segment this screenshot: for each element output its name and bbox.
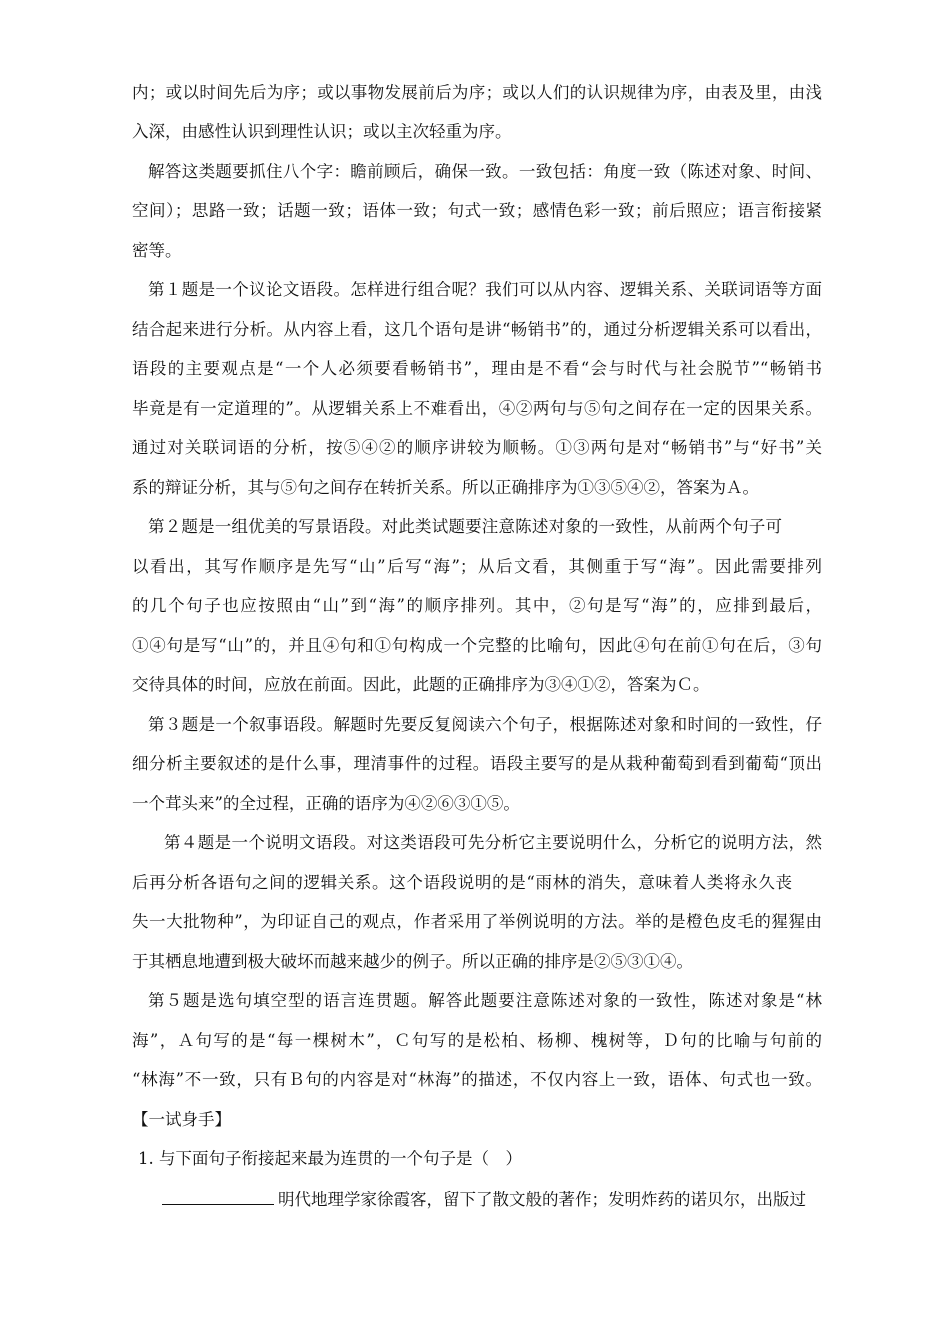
paragraph-line: 密等。 [132, 241, 182, 260]
paragraph-line: 第３题是一个叙事语段。解题时先要反复阅读六个句子，根据陈述对象和时间的一致性，仔 [148, 715, 822, 734]
paragraph-line: 解答这类题要抓住八个字：瞻前顾后，确保一致。一致包括：角度一致（陈述对象、时间、 [148, 162, 822, 181]
paragraph-line: ①④句是写“山”的，并且④句和①句构成一个完整的比喻句，因此④句在前①句在后，③句 [132, 636, 822, 655]
paragraph-line: 以看出，其写作顺序是先写“山”后写“海”；从后文看，其侧重于写“海”。因此需要排列 [132, 557, 822, 576]
paragraph-line: 空间）；思路一致；话题一致；语体一致；句式一致；感情色彩一致；前后照应；语言衔接紧 [132, 201, 822, 220]
paragraph-line: 内；或以时间先后为序；或以事物发展前后为序；或以人们的认识规律为序，由表及里，由浅 [132, 83, 822, 102]
paragraph-line: 入深，由感性认识到理性认识；或以主次轻重为序。 [132, 122, 512, 141]
paragraph-line: 系的辩证分析，其与⑤句之间存在转折关系。所以正确排序为①③⑤④②，答案为Ａ。 [132, 478, 759, 497]
paragraph-line: 的几个句子也应按照由“山”到“海”的顺序排列。其中，②句是写“海”的，应排到最后， [132, 596, 822, 615]
question-passage-text: 明代地理学家徐霞客，留下了散文般的著作；发明炸药的诺贝尔，出版过 [278, 1190, 806, 1209]
paragraph-line: 毕竟是有一定道理的”。从逻辑关系上不难看出，④②两句与⑤句之间存在一定的因果关系。 [132, 399, 822, 418]
paragraph-line: 结合起来进行分析。从内容上看，这几个语句是讲“畅销书”的，通过分析逻辑关系可以看出， [132, 320, 822, 339]
paragraph-line: 通过对关联词语的分析，按⑤④②的顺序讲较为顺畅。①③两句是对“畅销书”与“好书”关 [132, 438, 822, 457]
paragraph-line: 第５题是选句填空型的语言连贯题。解答此题要注意陈述对象的一致性，陈述对象是“林 [148, 991, 822, 1010]
paragraph-line: 交待具体的时间，应放在前面。因此，此题的正确排序为③④①②，答案为Ｃ。 [132, 675, 710, 694]
section-heading: 【一试身手】 [132, 1110, 231, 1129]
paragraph-line: 一个茸头来”的全过程，正确的语序为④②⑥③①⑤。 [132, 794, 520, 813]
paragraph-line: 第４题是一个说明文语段。对这类语段可先分析它主要说明什么，分析它的说明方法，然 [164, 833, 822, 852]
paragraph-line: 语段的主要观点是“一个人必须要看畅销书”，理由是不看“会与时代与社会脱节”“畅销书 [132, 359, 822, 378]
paragraph-line: “林海”不一致，只有Ｂ句的内容是对“林海”的描述，不仅内容上一致，语体、句式也一致。 [132, 1070, 822, 1089]
paragraph-line: 第１题是一个议论文语段。怎样进行组合呢？我们可以从内容、逻辑关系、关联词语等方面 [148, 280, 822, 299]
question-passage [162, 1188, 822, 1211]
paragraph-line: 于其栖息地遭到极大破坏而越来越少的例子。所以正确的排序是②⑤③①④。 [132, 952, 693, 971]
paragraph-line: 细分析主要叙述的是什么事，理清事件的过程。语段主要写的是从栽种葡萄到看到葡萄“顶出 [132, 754, 822, 773]
paragraph-line: 失一大批物种”，为印证自己的观点，作者采用了举例说明的方法。举的是橙色皮毛的猩猩由 [132, 912, 822, 931]
question-stem: 1. 与下面句子衔接起来最为连贯的一个句子是（ ） [138, 1149, 522, 1168]
paragraph-line: 第２题是一组优美的写景语段。对此类试题要注意陈述对象的一致性，从前两个句子可 [148, 517, 782, 536]
fill-in-blank[interactable] [162, 1188, 274, 1205]
paragraph-line: 后再分析各语句之间的逻辑关系。这个语段说明的是“雨林的消失，意味着人类将永久丧 [132, 873, 792, 892]
paragraph-line: 海”，Ａ句写的是“每一棵树木”，Ｃ句写的是松柏、杨柳、槐树等，Ｄ句的比喻与句前的 [132, 1031, 822, 1050]
